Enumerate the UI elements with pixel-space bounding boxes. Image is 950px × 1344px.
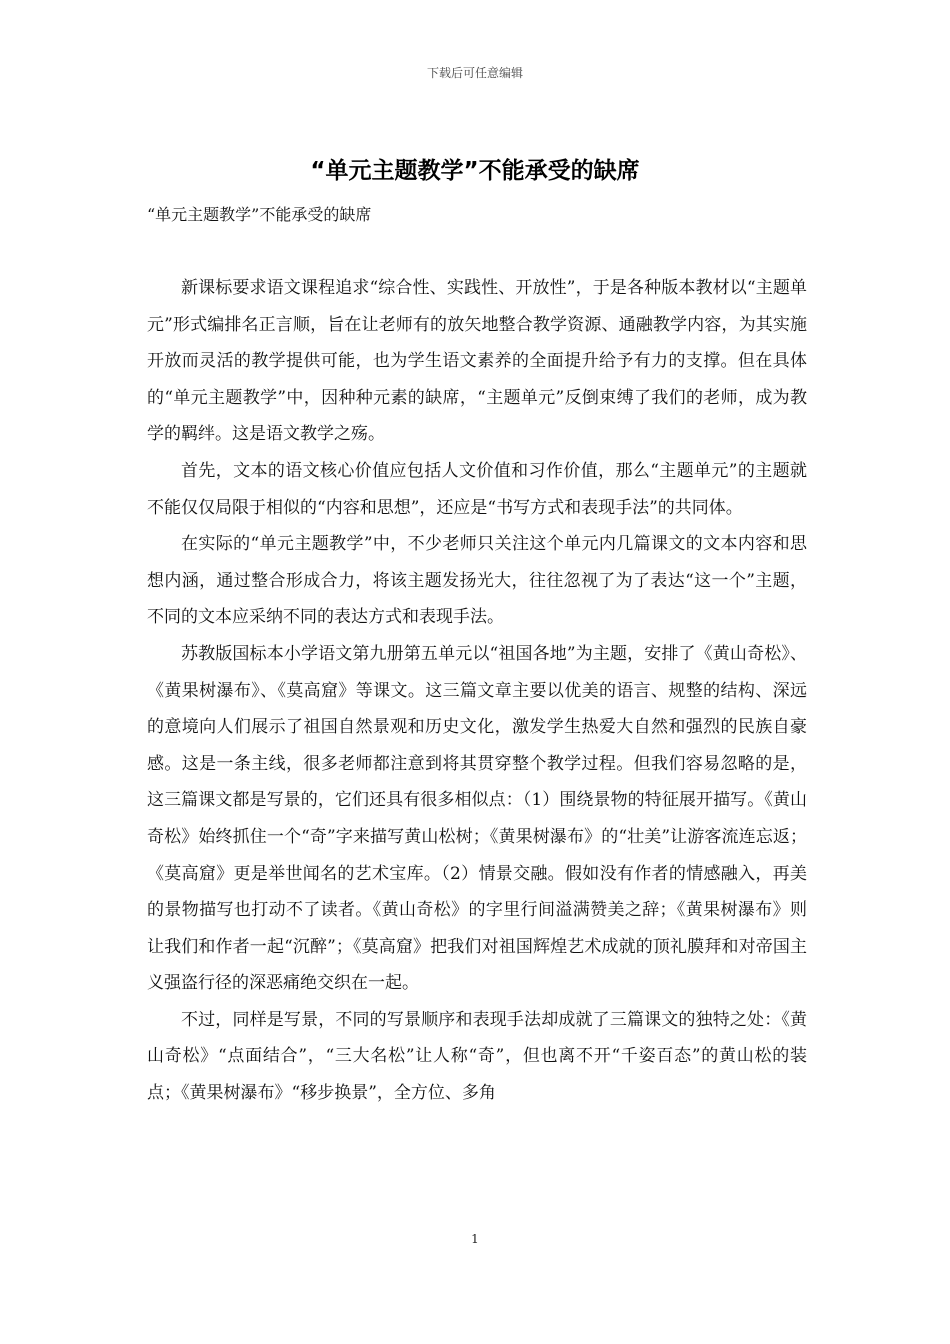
paragraph: 不过，同样是写景，不同的写景顺序和表现手法却成就了三篇课文的独特之处：《黄山奇松》“点面结合”，“三大名松”让人称“奇”，但也离不开“千姿百态”的黄山松的装点；《黄果树瀑布》“移步换景”，全方位、多角: [147, 1009, 807, 1104]
paragraph: 新课标要求语文课程追求“综合性、实践性、开放性”，于是各种版本教材以“主题单元”形式编排名正言顺，旨在让老师有的放矢地整合教学资源、通融教学内容，为其实施开放而灵活的教学提供可能，也为学生语文素养的全面提升给予有力的支撑。但在具体的“单元主题教学”中，因种种元素的缺席，“主题单元”反倒束缚了我们的老师，成为教学的羁绊。这是语文教学之殇。: [147, 278, 807, 445]
page-number: 1: [471, 1232, 479, 1246]
document-subtitle: “单元主题教学”不能承受的缺席: [147, 205, 372, 224]
document-title: “单元主题教学”不能承受的缺席: [310, 158, 640, 184]
paragraph: 首先，文本的语文核心价值应包括人文价值和习作价值，那么“主题单元”的主题就不能仅仅局限于相似的“内容和思想”，还应是“书写方式和表现手法”的共同体。: [147, 460, 807, 518]
document-body: [147, 270, 807, 1112]
header-note: 下载后可任意编辑: [426, 66, 523, 80]
paragraph: 苏教版国标本小学语文第九册第五单元以“祖国各地”为主题，安排了《黄山奇松》、《黄果树瀑布》、《莫高窟》等课文。这三篇文章主要以优美的语言、规整的结构、深远的意境向人们展示了祖国自然景观和历史文化，激发学生热爱大自然和强烈的民族自豪感。这是一条主线，很多老师都注意到将其贯穿整个教学过程。但我们容易忽略的是，这三篇课文都是写景的，它们还具有很多相似点：（1）围绕景物的特征展开描写。《黄山奇松》始终抓住一个“奇”字来描写黄山松树；《黄果树瀑布》的“壮美”让游客流连忘返；《莫高窟》更是举世闻名的艺术宝库。（2）情景交融。假如没有作者的情感融入，再美的景物描写也打动不了读者。《黄山奇松》的字里行间溢满赞美之辞；《黄果树瀑布》则让我们和作者一起“沉醉”；《莫高窟》把我们对祖国辉煌艺术成就的顶礼膜拜和对帝国主义强盗行径的深恶痛绝交织在一起。: [147, 643, 807, 994]
paragraph: 在实际的“单元主题教学”中，不少老师只关注这个单元内几篇课文的文本内容和思想内涵，通过整合形成合力，将该主题发扬光大，往往忽视了为了表达“这一个”主题，不同的文本应采纳不同的表达方式和表现手法。: [147, 534, 807, 628]
